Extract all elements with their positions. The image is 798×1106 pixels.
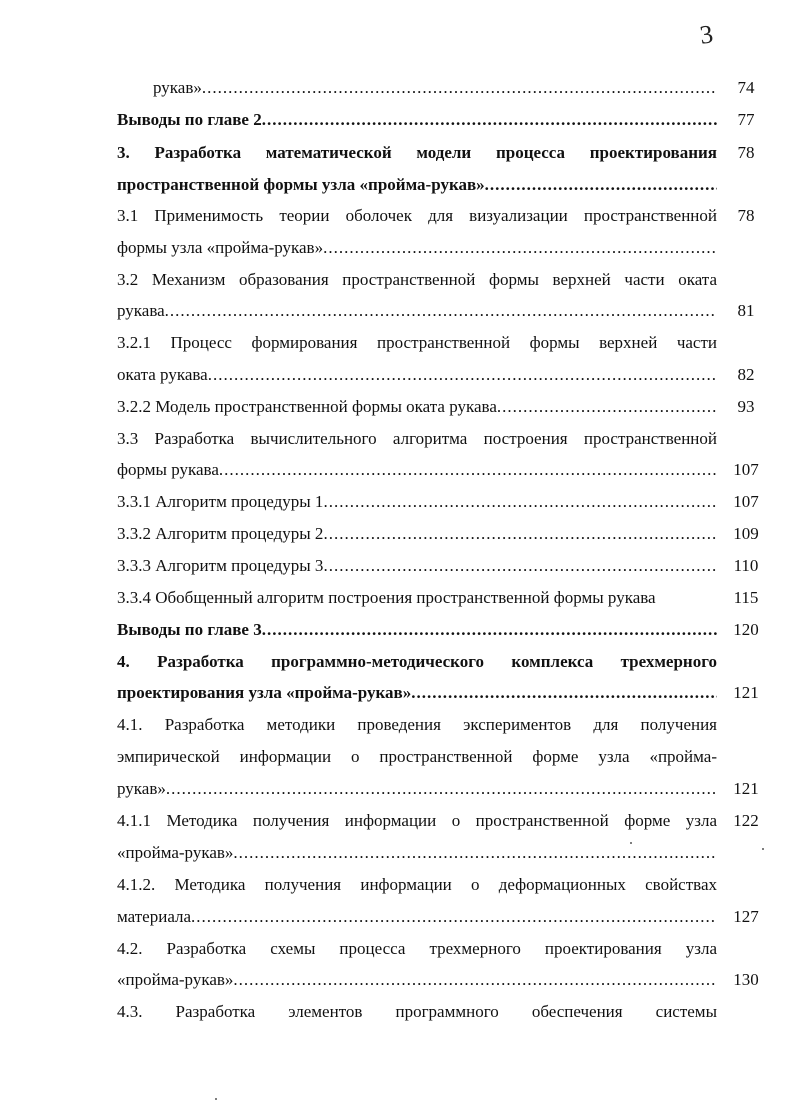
toc-page-number: 93	[737, 397, 755, 416]
toc-entry-text: эмпирической информации о пространственной форме узла «пройма-	[117, 747, 717, 766]
toc-entry-text: 4.3. Разработка элементов программного обеспечения системы	[117, 1002, 717, 1021]
toc-page-number: 109	[733, 524, 759, 543]
toc-entry-text: 3.3.1 Алгоритм процедуры 1 .....	[117, 490, 717, 514]
toc-entry-text: 3.1 Применимость теории оболочек для визуализации пространственной	[117, 206, 717, 225]
toc-page-number: 77	[737, 110, 755, 129]
handwritten-page-number: 3	[697, 19, 715, 50]
toc-page-number: 107	[733, 460, 759, 479]
toc-entry-text: 3.3 Разработка вычислительного алгоритма построения пространственной	[117, 429, 717, 448]
toc-entry-text: Выводы по главе 2 .....	[117, 108, 717, 132]
toc-entry-text: 3.3.4 Обобщенный алгоритм построения пространственной формы рукава	[117, 588, 656, 607]
toc-entry-text: рукав» .....	[117, 777, 717, 801]
toc-entry-text: 3.2.1 Процесс формирования пространственной формы верхней части	[117, 333, 717, 352]
toc-page-number: 74	[737, 78, 755, 97]
toc-entry-text: 4.1.2. Методика получения информации о деформационных свойствах	[117, 875, 717, 894]
toc-entry-text: формы рукава .....	[117, 458, 717, 482]
toc-page-number: 81	[737, 301, 755, 320]
toc-entry-text: «пройма-рукав» .....	[117, 841, 717, 865]
toc-entry-text: 3. Разработка математической модели процесса проектирования	[117, 143, 717, 162]
toc-entry-text: формы узла «пройма-рукав» .....	[117, 236, 717, 260]
toc-entry-text: 3.3.3 Алгоритм процедуры 3 .....	[117, 554, 717, 578]
toc-page-number: 107	[733, 492, 759, 511]
toc-page-number: 82	[737, 365, 755, 384]
toc-entry-text: проектирования узла «пройма-рукав» .....	[117, 681, 717, 705]
toc-page-number: 110	[733, 556, 759, 575]
toc-entry-text: 4.1.1 Методика получения информации о пространственной форме узла	[117, 811, 717, 830]
toc-entry-text: «пройма-рукав» .....	[117, 968, 717, 992]
toc-page-number: 127	[733, 907, 759, 926]
toc-entry-text: Выводы по главе 3 .....	[117, 618, 717, 642]
toc-page-number: 121	[733, 779, 759, 798]
scan-speck	[215, 1098, 217, 1100]
toc-entry-text: рукава .....	[117, 299, 717, 323]
scan-speck	[762, 848, 764, 850]
scan-speck	[630, 842, 632, 844]
toc-entry-text: рукав» .....	[153, 76, 717, 100]
toc-entry-text: 3.2 Механизм образования пространственной формы верхней части оката	[117, 270, 717, 289]
toc-entry-text: 3.2.2 Модель пространственной формы оката рукава .....	[117, 395, 717, 419]
toc-entry-text: пространственной формы узла «пройма-рукав» .....	[117, 173, 717, 197]
toc-entry-text: 4. Разработка программно-методического комплекса трехмерного	[117, 652, 717, 671]
toc-entry-text: 3.3.2 Алгоритм процедуры 2 .....	[117, 522, 717, 546]
toc-entry-text: 4.1. Разработка методики проведения экспериментов для получения	[117, 715, 717, 734]
toc-entry-text: оката рукава .....	[117, 363, 717, 387]
toc-page-number: 78	[737, 143, 755, 162]
toc-page-number: 121	[733, 683, 759, 702]
toc-page-number: 78	[737, 206, 755, 225]
toc-entry-text: 4.2. Разработка схемы процесса трехмерного проектирования узла	[117, 939, 717, 958]
toc-entry-text: материала .....	[117, 905, 717, 929]
toc-page-number: 115	[733, 588, 759, 607]
toc-page-number: 120	[733, 620, 759, 639]
toc-page-number: 130	[733, 970, 759, 989]
toc-page-number: 122	[733, 811, 759, 830]
